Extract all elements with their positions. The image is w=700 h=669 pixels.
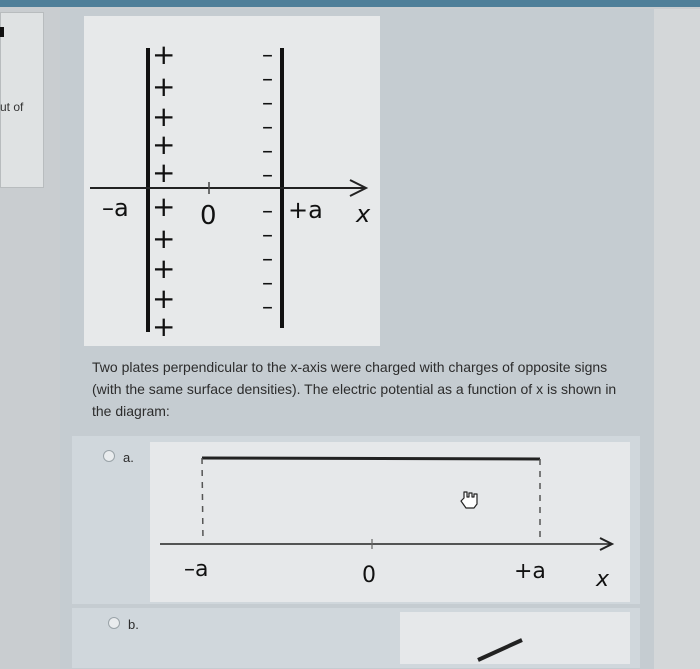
graph-label-x: x bbox=[596, 567, 610, 592]
plus-sign: + bbox=[152, 128, 176, 161]
top-bar bbox=[0, 0, 700, 7]
option-b-label[interactable]: b. bbox=[128, 617, 139, 632]
minus-sign: – bbox=[262, 295, 273, 320]
minus-sign: – bbox=[262, 247, 273, 272]
option-a-graph bbox=[150, 442, 630, 602]
potential-line bbox=[478, 640, 522, 660]
potential-graph-a bbox=[150, 442, 630, 602]
plus-sign: + bbox=[152, 190, 176, 223]
plus-sign: + bbox=[152, 38, 176, 71]
minus-sign: – bbox=[262, 91, 273, 116]
minus-signs bbox=[262, 43, 273, 320]
graph-label-neg-a: –a bbox=[184, 557, 209, 582]
potential-line bbox=[202, 458, 540, 459]
plus-sign: + bbox=[152, 310, 176, 343]
dashed-drop-left bbox=[202, 458, 203, 542]
graph-label-pos-a: +a bbox=[514, 559, 546, 584]
minus-sign: – bbox=[262, 43, 273, 68]
label-x: x bbox=[356, 200, 371, 228]
graph-label-zero: 0 bbox=[362, 563, 376, 588]
option-b-radio[interactable] bbox=[108, 617, 120, 629]
option-b-graph bbox=[400, 612, 630, 664]
minus-sign: – bbox=[262, 115, 273, 140]
minus-sign: – bbox=[262, 199, 273, 224]
question-text: Two plates perpendicular to the x-axis were charged with charges of opposite signs (with the same surface densities). The electric potential as a function of x is shown in the diagram: bbox=[92, 359, 617, 419]
plus-sign: + bbox=[152, 156, 176, 189]
option-a-radio[interactable] bbox=[103, 450, 115, 462]
plus-sign: + bbox=[152, 100, 176, 133]
label-pos-a: +a bbox=[288, 196, 323, 224]
plus-sign: + bbox=[152, 282, 176, 315]
minus-sign: – bbox=[262, 139, 273, 164]
plates-diagram bbox=[84, 16, 380, 346]
label-zero: 0 bbox=[200, 201, 217, 231]
plus-signs bbox=[152, 38, 175, 343]
label-neg-a: –a bbox=[102, 194, 129, 222]
plus-sign: + bbox=[152, 252, 176, 285]
plus-sign: + bbox=[152, 70, 176, 103]
right-margin bbox=[654, 9, 700, 669]
minus-sign: – bbox=[262, 67, 273, 92]
hand-pointer-icon bbox=[461, 492, 477, 508]
option-a-label[interactable]: a. bbox=[123, 450, 134, 465]
plates-figure bbox=[84, 16, 380, 346]
potential-graph-b bbox=[400, 612, 630, 664]
panel-marker bbox=[0, 27, 4, 37]
progress-text: ut of bbox=[0, 100, 24, 114]
plus-sign: + bbox=[152, 222, 176, 255]
minus-sign: – bbox=[262, 271, 273, 296]
minus-sign: – bbox=[262, 223, 273, 248]
minus-sign: – bbox=[262, 163, 273, 188]
